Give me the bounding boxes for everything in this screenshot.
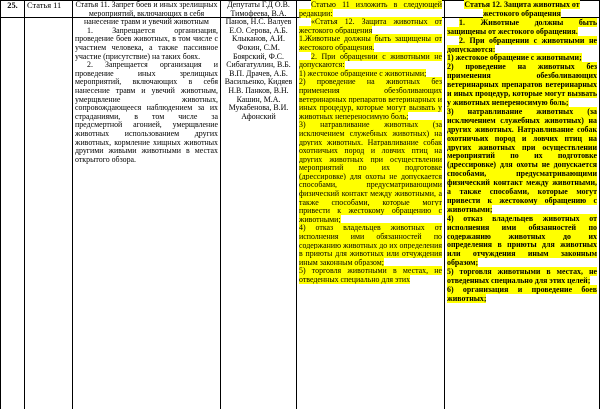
- final-item: 1. Животные должны быть защищены от жестокого обращения.: [447, 17, 597, 36]
- final-item: 4) отказ владельцев животных от исполнения ими обязанностей по содержанию животных до их определения в приюты для животных или отчуждения иным законным образом;: [447, 213, 597, 268]
- final-text-cell: [444, 0, 600, 409]
- proposal-item: 1.Животные должны быть защищены от жестокого обращения.: [299, 34, 442, 52]
- authors-list: Депутаты Г.Д О.В. Тимофеева, В.А. Панов, Н.С. Валуев Е.О. Серова, А.Б. Клыканов, А.И. Фокин, С.М. Боярский, Ф.С. Сибагатуллин, В.Б. В.П. Драчев, А.Б. Васильенко, Кидяев Н.В. Панков, В.Н. Кашин, М.А. Мукабенова, В.И. Афонский: [224, 0, 293, 121]
- final-item: 6) организация и проведение боев животных;: [447, 285, 597, 303]
- proposal-item: 3) натравливание животных (за исключением служебных животных) на других животных. Натравливание собак охотничьих пород и ловчих птиц на других животных при осуществлении мероприятий по их подготовке (дрессировке) для охоты не допускается способами, предусматривающими физический контакт между животными, а также способами, которые могут привести к жестокому обращению с животными;: [299, 120, 442, 224]
- current-text-part-1: 1. Запрещается организация, проведение боев животных, в том числе с участием человека, а также пассивное участие (присутствие) на таких боях.: [75, 25, 218, 61]
- article-cell: [24, 0, 72, 409]
- current-text-part-2: 2. Запрещается организация и проведение иных зрелищных мероприятий, включающих в себя нанесение травм и увечий животным, умерщвление животных, сопровождающееся наблюдением за их страданиями, в том числе за предсмертной агонией, умерщвление животных использованием других животных, кормление хищных животных другими живыми животными в местах открытого обзора.: [75, 60, 218, 164]
- authors-cell: [220, 0, 296, 409]
- proposal-intro: Статью 11 изложить в следующей редакции:: [299, 0, 442, 18]
- proposal-cell: [296, 0, 444, 409]
- proposal-title: «Статья 12. Защита животных от жестокого обращения: [299, 17, 442, 35]
- final-item: 1) жестокое обращение с животными;: [447, 53, 582, 63]
- final-item: 3) натравливание животных (за исключением служебных животных) на других животных. Натравливание собак охотничьих пород и ловчих птиц на других животных при осуществлении мероприятий по их подготовке (дрессировке) для охоты не допускается способами, предусматривающими физический контакт между животными, а также способами, которые могут привести к жестокому обращению с животными;: [447, 106, 597, 214]
- proposal-item: 2) проведение на животных без применения обезболивающих ветеринарных препаратов ветеринарных и иных процедур, которые могут вызвать у животных непереносимую боль;: [299, 77, 442, 121]
- proposal-item: 1) жестокое обращение с животными;: [299, 68, 427, 78]
- final-item: 2. При обращении с животными не допускаются:: [447, 35, 597, 54]
- article-label: Статья 11: [27, 1, 62, 10]
- row-number: 25.: [7, 1, 18, 10]
- current-text-cell: [72, 0, 220, 409]
- final-title: Статья 12. Защита животных от жестокого обращения: [464, 0, 580, 18]
- final-item: 2) проведение на животных без применения обезболивающих ветеринарных препаратов ветеринарных и иных процедур, которые могут вызвать у животных непереносимую боль;: [447, 62, 597, 107]
- current-text-title: Статья 11. Запрет боев и иных зрелищных мероприятий, включающих в себя нанесение травм и увечий животным: [75, 0, 218, 27]
- row-number-cell: [0, 0, 24, 409]
- proposal-item: 4) отказ владельцев животных от исполнения ими обязанностей по содержанию животных до их определения в приюты для животных или отчуждения иным законным образом;: [299, 223, 442, 267]
- proposal-item: 2. При обращении с животными не допускаются:: [299, 51, 442, 70]
- proposal-item: 5) торговля животными в местах, не отведенных специально для этих: [299, 266, 442, 284]
- final-item: 5) торговля животными в местах, не отведенных специально для этих целей;: [447, 267, 597, 286]
